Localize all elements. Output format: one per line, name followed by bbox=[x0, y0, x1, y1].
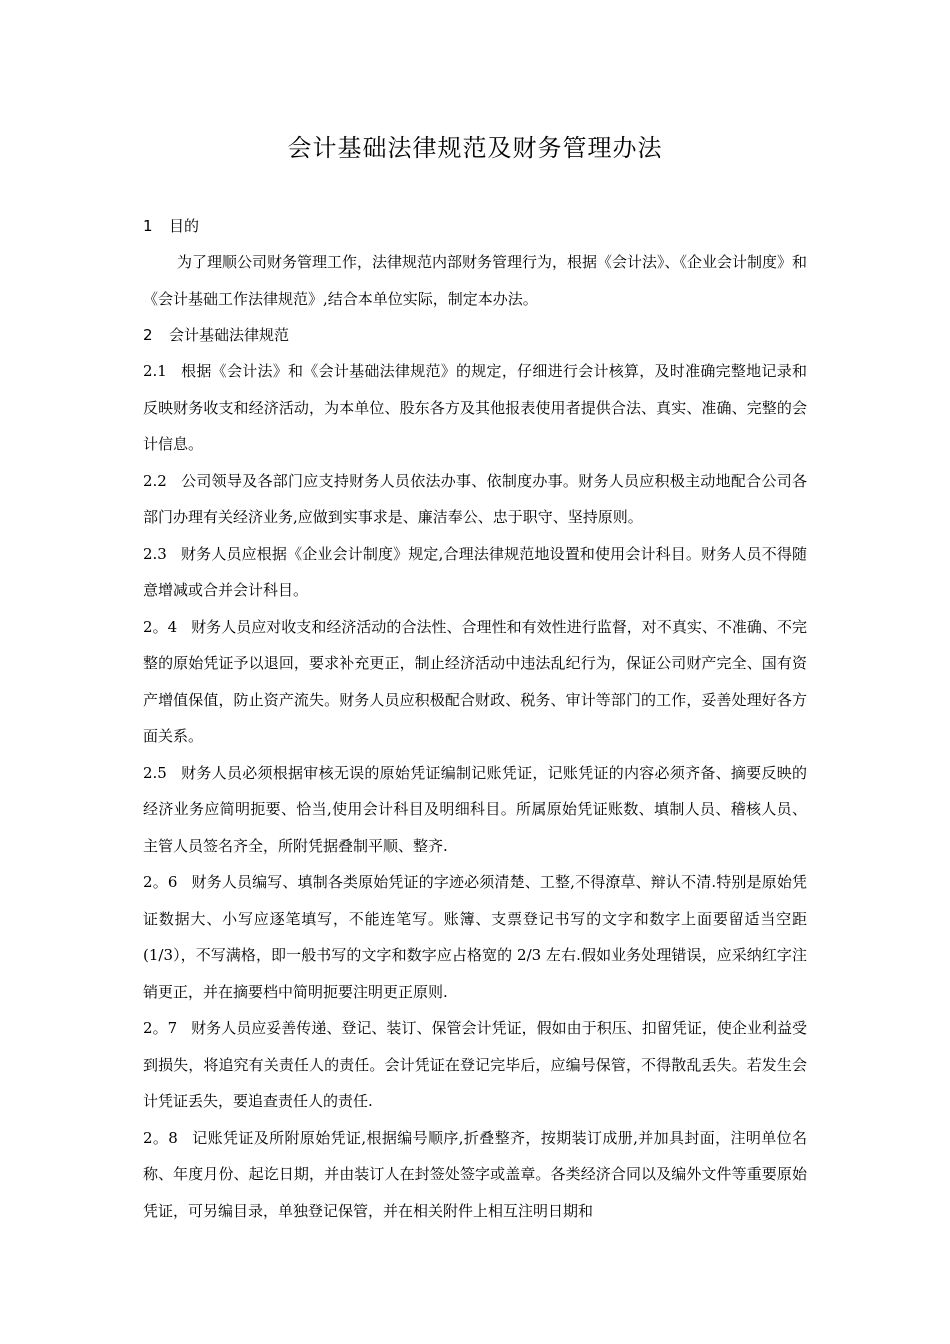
clause-2-5 bbox=[143, 755, 807, 865]
clause-2-7 bbox=[143, 1010, 807, 1120]
document-body bbox=[143, 208, 807, 1229]
clause-2-2 bbox=[143, 463, 807, 536]
clause-text: 财务人员应对收支和经济活动的合法性、合理性和有效性进行监督，对不真实、不准确、不完整的原始凭证予以退回，要求补充更正，制止经济活动中违法乱纪行为，保证公司财产完全、国有资产增值保值，防止资产流失。财务人员应积极配合财政、税务、审计等部门的工作，妥善处理好各方面关系。 bbox=[143, 617, 807, 745]
clause-2-3 bbox=[143, 536, 807, 609]
clause-text: 财务人员应根据《企业会计制度》规定,合理法律规范地设置和使用会计科目。财务人员不得随意增减或合并会计科目。 bbox=[143, 544, 807, 599]
clause-number: 2.2 bbox=[143, 471, 167, 490]
clause-2-8 bbox=[143, 1120, 807, 1230]
section-number: 1 bbox=[143, 217, 153, 235]
clause-number: 2。4 bbox=[143, 617, 178, 636]
clause-text: 记账凭证及所附原始凭证,根据编号顺序,折叠整齐，按期装订成册,并加具封面，注明单位名称、年度月份、起讫日期，并由装订人在封签处签字或盖章。各类经济合同以及编外文件等重要原始凭证，可另编目录，单独登记保管，并在相关附件上相互注明日期和 bbox=[143, 1128, 807, 1220]
document-title: 会计基础法律规范及财务管理办法 bbox=[287, 134, 663, 162]
clause-text: 财务人员应妥善传递、登记、装订、保管会计凭证，假如由于积压、扣留凭证，使企业利益受到损失，将追究有关责任人的责任。会计凭证在登记完毕后，应编号保管，不得散乱丢失。若发生会计凭证丢失，要追查责任人的责任. bbox=[143, 1019, 807, 1110]
clause-text: 财务人员必须根据审核无误的原始凭证编制记账凭证，记账凭证的内容必须齐备、摘要反映的经济业务应简明扼要、恰当,使用会计科目及明细科目。所属原始凭证账数、填制人员、稽核人员、主管人员签名齐全，所附凭据叠制平顺、整齐. bbox=[143, 763, 807, 855]
section-heading-text: 会计基础法律规范 bbox=[169, 326, 290, 344]
clause-number: 2。7 bbox=[143, 1019, 178, 1037]
section-heading-text: 目的 bbox=[169, 217, 200, 235]
clause-number: 2。6 bbox=[143, 873, 178, 891]
clause-2-6 bbox=[143, 864, 807, 1010]
clause-text: 财务人员编写、填制各类原始凭证的字迹必须清楚、工整,不得潦草、辩认不清.特别是原始凭证数据大、小写应逐笔填写，不能连笔写。账簿、支票登记书写的文字和数字上面要留适当空距(1/3），不写满格，即一般书写的文字和数字应占格宽的 2/3 左右.假如业务处理错误，应采纳红字注销更正，并在摘要档中简明扼要注明更正原则. bbox=[143, 873, 808, 1001]
clause-number: 2。8 bbox=[143, 1128, 178, 1147]
section-heading-norms bbox=[143, 317, 807, 353]
clause-number: 2.3 bbox=[143, 544, 167, 563]
clause-2-1 bbox=[143, 353, 807, 463]
clause-text: 根据《会计法》和《会计基础法律规范》的规定，仔细进行会计核算，及时准确完整地记录和反映财务收支和经济活动，为本单位、股东各方及其他报表使用者提供合法、真实、准确、完整的会计信息。 bbox=[143, 362, 807, 453]
paragraph-purpose: 为了理顺公司财务管理工作，法律规范内部财务管理行为，根据《会计法》、《企业会计制度》和《会计基础工作法律规范》,结合本单位实际，制定本办法。 bbox=[143, 253, 808, 308]
section-heading-purpose bbox=[143, 208, 807, 244]
clause-number: 2.5 bbox=[143, 763, 167, 782]
clause-number: 2.1 bbox=[143, 362, 167, 380]
clause-2-4 bbox=[143, 609, 807, 755]
section-number: 2 bbox=[143, 326, 153, 344]
clause-text: 公司领导及各部门应支持财务人员依法办事、依制度办事。财务人员应积极主动地配合公司各部门办理有关经济业务,应做到实事求是、廉洁奉公、忠于职守、坚持原则。 bbox=[143, 471, 807, 526]
